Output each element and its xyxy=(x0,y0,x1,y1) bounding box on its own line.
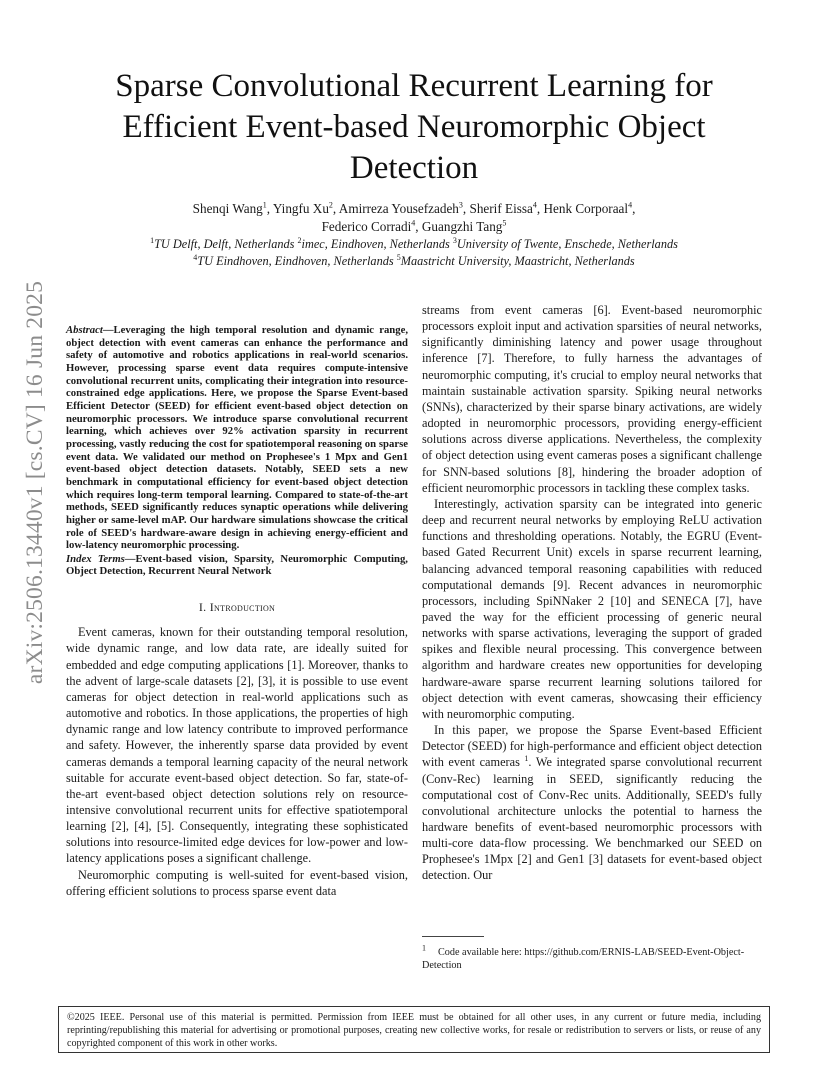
abstract: Abstract—Leveraging the high temporal resolution and dynamic range, object detection with event cameras can enhance the performance and safety of automotive and robotics applications in real-world scenarios. However, processing sparse event data requires compute-intensive convolutional recurrent units, complicating their integration into resource-constrained edge applications. Here, we propose the Sparse Event-based Efficient Detector (SEED) for efficient event-based object detection on neuromorphic processors. We introduce sparse convolutional recurrent learning, which achieves over 92% activation sparsity in recurrent processing, vastly reducing the cost for spatiotemporal reasoning on sparse event data. We validated our method on Prophesee's 1 Mpx and Gen1 event-based object detection datasets. Notably, SEED sets a new benchmark in computational efficiency for event-based object detection which requires long-term temporal learning. Compared to state-of-the-art methods, SEED significantly reduces synaptic operations while delivering higher or same-level mAP. Our hardware simulations showcase the critical role of SEED's hardware-aware design in achieving energy-efficient and low-latency neuromorphic processing. xyxy=(66,324,408,552)
body-paragraph: Event cameras, known for their outstanding temporal resolution, wide dynamic range, and low data rate, are ideally suited for embedded and edge computing applications [1]. Moreover, thanks to the advent of large-scale datasets [2], [3], it is possible to use event cameras for object detection in real-world applications such as automotive and robotics. In those applications, the properties of high dynamic range and low latency contribute to improved performance and safety. However, the inherently sparse data provided by event cameras demands a temporal learning capacity of the neural network suitable for accurate event-based object detection. So far, state-of-the-art event-based object detection solutions rely on resource-intensive convolutional recurrent units for effective spatiotemporal learning [2], [4], [5]. Consequently, integrating these sophisticated solutions into resource-limited edge devices for low-power and low-latency applications poses a significant challenge. xyxy=(66,625,408,866)
author: Yingfu Xu$^2$ xyxy=(272,200,333,216)
footnote-divider xyxy=(422,936,484,937)
copyright-notice: ©2025 IEEE. Personal use of this material is permitted. Permission from IEEE must be obtained for all other uses, in any current or future media, including reprinting/republishing this material for advertising or promotional purposes, creating new collective works, for resale or redistribution to servers or lists, or reuse of any copyrighted component of this work in other works. xyxy=(58,1006,770,1053)
affiliation: $^2$imec, Eindhoven, Netherlands xyxy=(297,235,450,251)
arxiv-identifier xyxy=(14,280,58,685)
body-paragraph: Interestingly, activation sparsity can be integrated into generic deep and recurrent neural networks by employing ReLU activation functions and thresholding operations. Notably, the EGRU (Event-based Gated Recurrent Unit) excels in sparse recurrent learning, balancing advanced temporal reasoning capabilities with reduced computational demands [9]. Recent advances in neuromorphic processors, including SpiNNaker 2 [10] and SENECA [7], have paved the way for the efficient processing of generic neural networks with sparse activations, leveraging the support of graded spikes and flexible neural processing. This convergence between algorithm and hardware creates new opportunities for developing hardware-aware sparse recurrent learning solutions tailored for object detection with event cameras, showcasing their efficiency with neuromorphic computing. xyxy=(422,496,762,721)
section-heading: I. Introduction xyxy=(198,600,276,615)
affiliation: $^1$TU Delft, Delft, Netherlands xyxy=(150,235,295,251)
affiliation: $^5$Maastricht University, Maastricht, Netherlands xyxy=(396,252,635,268)
author: Sherif Eissa$^4$ xyxy=(469,200,537,216)
author: Guangzhi Tang$^5$ xyxy=(421,218,507,234)
footnote-link[interactable]: Code available here: https://github.com/ERNIS-LAB/SEED-Event-Object-Detection xyxy=(422,947,745,971)
affiliations xyxy=(80,236,748,270)
footnote-mark[interactable]: 1 xyxy=(524,754,529,764)
author: Shenqi Wang$^1$ xyxy=(192,200,267,216)
left-column xyxy=(66,302,408,899)
paper-title: Sparse Convolutional Recurrent Learning for Efficient Event-based Neuromorphic Object Detection xyxy=(115,68,713,186)
author: Henk Corporaal$^4$ xyxy=(543,200,633,216)
body-paragraph: Neuromorphic computing is well-suited for event-based vision, offering efficient solutions to process sparse event data xyxy=(66,867,408,898)
body-paragraph: In this paper, we propose the Sparse Event-based Efficient Detector (SEED) for high-performance and efficient object detection with event cameras $^1$. We integrated sparse convolutional recurrent (Conv-Rec) learning in SEED, significantly reducing the computational cost of Conv-Rec units. Additionally, SEED's fully convolutional architecture unlocks the potential to harness the hardware benefits of event-based neuromorphic processors with multi-core data-flow processing. We benchmarked our SEED on Prophesee's 1Mpx [2] and Gen1 [3] datasets for event-based object detection. Our xyxy=(422,723,762,883)
author-list: Shenqi Wang$^1$, Yingfu Xu$^2$, Amirreza Yousefzadeh$^3$, Sherif Eissa$^4$, Henk Corporaal$^4$, Federico Corradi$^4$, Guangzhi Tang$^5$ xyxy=(192,200,636,234)
author: Federico Corradi$^4$ xyxy=(321,218,416,234)
footnote: $^1$ Code available here: https://github.com/ERNIS-LAB/SEED-Event-Object-Detection xyxy=(422,943,745,971)
affiliation: $^3$University of Twente, Enschede, Netherlands xyxy=(452,235,678,251)
affiliation: $^4$TU Eindhoven, Eindhoven, Netherlands xyxy=(193,252,394,268)
index-terms: Index Terms—Event-based vision, Sparsity, Neuromorphic Computing, Object Detection, Recurrent Neural Network xyxy=(66,552,408,578)
body-paragraph: streams from event cameras [6]. Event-based neuromorphic processors exploit input and activation sparsities of neural networks, significantly diminishing latency and power usage throughout inference [7]. Therefore, to fully harness the advantages of neuromorphic computing, it's crucial to employ neural networks that maintain sustainable activation sparsity. Spiking neural networks (SNNs), characterized by their sparse binary activations, are widely adopted in neuromorphic processors, providing energy-efficient solutions across diverse applications. Nevertheless, the complexity of object detection using event cameras poses a significant challenge for SNN-based solutions [8], hindering the broader adoption of efficient neuromorphic processors in tackling these complex tasks. xyxy=(422,303,762,495)
right-column xyxy=(422,302,762,884)
author: Amirreza Yousefzadeh$^3$ xyxy=(338,200,463,216)
arxiv-identifier-text: arXiv:2506.13440v1 [cs.CV] 16 Jun 2025 xyxy=(22,280,49,685)
